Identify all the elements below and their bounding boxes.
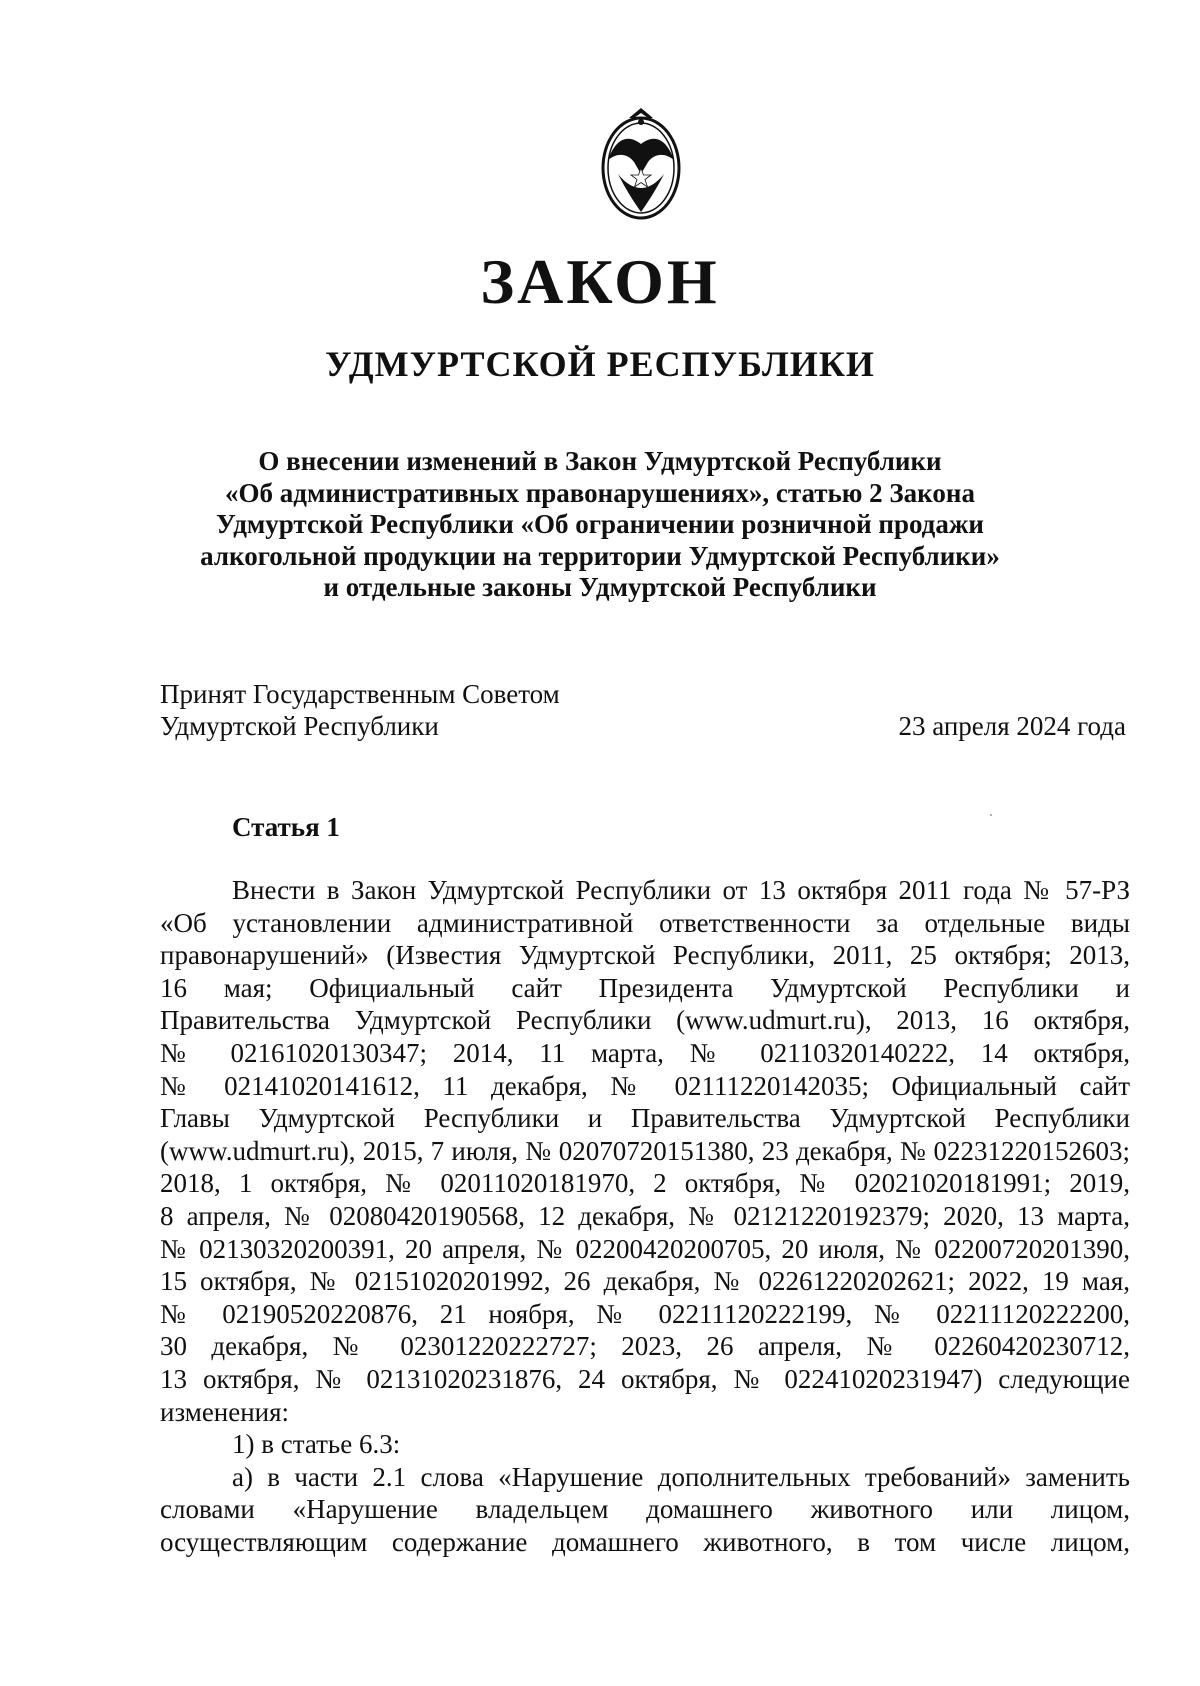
heading-line: «Об административных правонарушениях», статью 2 Закона — [225, 477, 975, 508]
body-line: Главы Удмуртской Республики и Правительства Удмуртской Республики — [160, 1103, 1130, 1134]
body-line: Правительства Удмуртской Республики (www.udmurt.ru), 2013, 16 октября, — [160, 1005, 1130, 1036]
body-line: Внести в Закон Удмуртской Республики от 13 октября 2011 года № 57-РЗ — [232, 875, 1130, 905]
adopted-by-line: Принят Государственным Советом — [160, 679, 560, 709]
adopted-by-line: Удмуртской Республики — [160, 711, 439, 741]
body-line: 30 декабря, № 02301220222727; 2023, 26 апреля, № 02260420230712, — [160, 1331, 1130, 1362]
heading-line: и отдельные законы Удмуртской Республики — [323, 572, 877, 602]
body-line: 8 апреля, № 02080420190568, 12 декабря, № 02121220192379; 2020, 13 марта, — [160, 1200, 1130, 1231]
article-body — [160, 874, 1130, 1558]
body-line: № 02161020130347; 2014, 11 марта, № 02110320140222, 14 октября, — [160, 1037, 1130, 1068]
heading-line: алкогольной продукции на территории Удмуртской Республики» — [200, 540, 1000, 571]
body-line: 15 октября, № 02151020201992, 26 декабря, № 02261220202621; 2022, 19 мая, — [160, 1266, 1130, 1297]
article-title: Статья 1 — [232, 812, 340, 842]
body-line: 1) в статье 6.3: — [232, 1429, 401, 1460]
udmurt-coat-of-arms-emblem — [598, 104, 684, 224]
law-heading — [150, 446, 1050, 604]
body-line: 2018, 1 октября, № 02011020181970, 2 октября, № 02021020181991; 2019, — [160, 1168, 1130, 1199]
law-title: ЗАКОН — [480, 246, 720, 317]
body-line: правонарушений» (Известия Удмуртской Республики, 2011, 25 октября; 2013, — [160, 940, 1130, 971]
body-line: «Об установлении административной ответственности за отдельные виды — [160, 907, 1130, 938]
emblem-icon — [598, 104, 684, 224]
body-line: 13 октября, № 02131020231876, 24 октября, № 02241020231947) следующие — [160, 1363, 1130, 1394]
body-line: № 02130320200391, 20 апреля, № 02200420200705, 20 июля, № 02200720201390, — [160, 1233, 1130, 1264]
heading-line: Удмуртской Республики «Об ограничении розничной продажи — [216, 509, 984, 539]
body-line: изменения: — [160, 1396, 290, 1427]
scan-speck — [990, 814, 992, 816]
body-line: 16 мая; Официальный сайт Президента Удмуртской Республики и — [160, 972, 1130, 1003]
law-subtitle: УДМУРТСКОЙ РЕСПУБЛИКИ — [325, 344, 875, 384]
body-line: а) в части 2.1 слова «Нарушение дополнительных требований» заменить — [232, 1461, 1130, 1492]
body-line: словами «Нарушение владельцем домашнего животного или лицом, — [160, 1494, 1130, 1525]
adopted-date: 23 апреля 2024 года — [898, 711, 1126, 741]
heading-line: О внесении изменений в Закон Удмуртской Республики — [258, 446, 942, 476]
adopted-by — [160, 678, 560, 742]
body-line: № 02190520220876, 21 ноября, № 02211120222199, № 02211120222200, — [160, 1298, 1130, 1329]
body-line: осуществляющим содержание домашнего животного, в том числе лицом, — [160, 1526, 1130, 1557]
body-line: (www.udmurt.ru), 2015, 7 июля, № 02070720151380, 23 декабря, № 02231220152603; — [160, 1135, 1130, 1166]
body-line: № 02141020141612, 11 декабря, № 02111220142035; Официальный сайт — [160, 1070, 1130, 1101]
